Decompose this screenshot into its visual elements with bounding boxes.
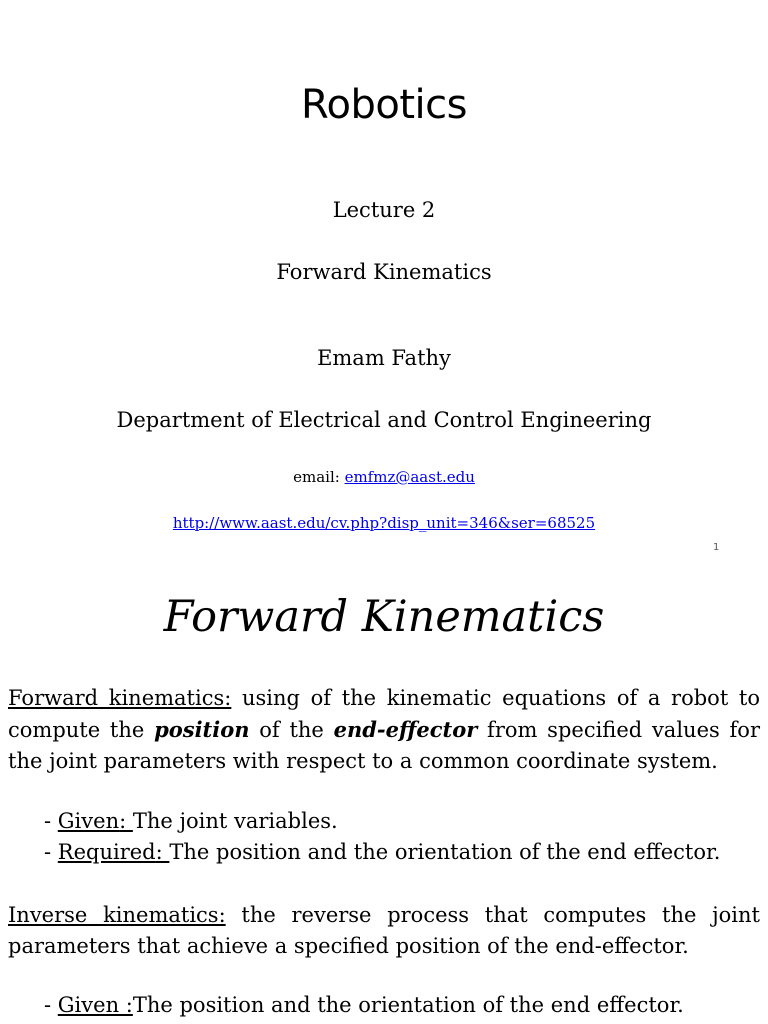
dash: -	[44, 993, 58, 1017]
email-label: email:	[293, 468, 345, 486]
given-line	[44, 806, 338, 837]
email-line	[0, 468, 768, 486]
ik-text: the reverse process that computes the joint parameters that achieve a specified position of the end-effector.	[8, 903, 760, 958]
fk-term: Forward kinematics:	[8, 686, 232, 710]
given-label: Given	[57, 809, 120, 833]
email-link[interactable]: emfmz@aast.edu	[344, 468, 475, 486]
lecture-number: Lecture 2	[332, 198, 436, 222]
lecture-topic: Forward Kinematics	[276, 260, 492, 284]
profile-url-link[interactable]: http://www.aast.edu/cv.php?disp_unit=346&ser=68525	[172, 514, 596, 532]
given-colon: :	[119, 809, 133, 833]
dash: -	[44, 840, 58, 864]
fk-position: position	[154, 717, 250, 742]
page-number: 1	[713, 542, 720, 553]
fk-end-effector: end-effector	[333, 717, 478, 742]
slide-title: Robotics	[301, 82, 467, 128]
given2-label: Given :	[57, 993, 133, 1017]
department: Department of Electrical and Control Engineering	[116, 408, 652, 432]
required-text: The position and the orientation of the end effector.	[169, 840, 721, 864]
required-colon: :	[155, 840, 170, 864]
url-line	[0, 514, 768, 532]
dash: -	[44, 809, 58, 833]
section-heading: Forward Kinematics	[163, 592, 605, 642]
fk-text-2: of the	[249, 718, 334, 742]
given-text: The joint variables.	[132, 809, 338, 833]
required-label: Required	[57, 840, 156, 864]
required-line	[44, 837, 720, 868]
given-line-2	[44, 990, 684, 1021]
given2-text: The position and the orientation of the end effector.	[132, 993, 684, 1017]
inverse-kinematics-definition	[8, 900, 760, 962]
ik-term: Inverse kinematics:	[8, 903, 226, 927]
author-name: Emam Fathy	[317, 346, 451, 370]
fk-text-3: from specified values for the joint parameters with respect to a common coordinate system.	[8, 718, 760, 773]
fk-text-1: using of the kinematic equations of a robot to compute the	[8, 686, 761, 742]
forward-kinematics-definition	[8, 683, 760, 777]
